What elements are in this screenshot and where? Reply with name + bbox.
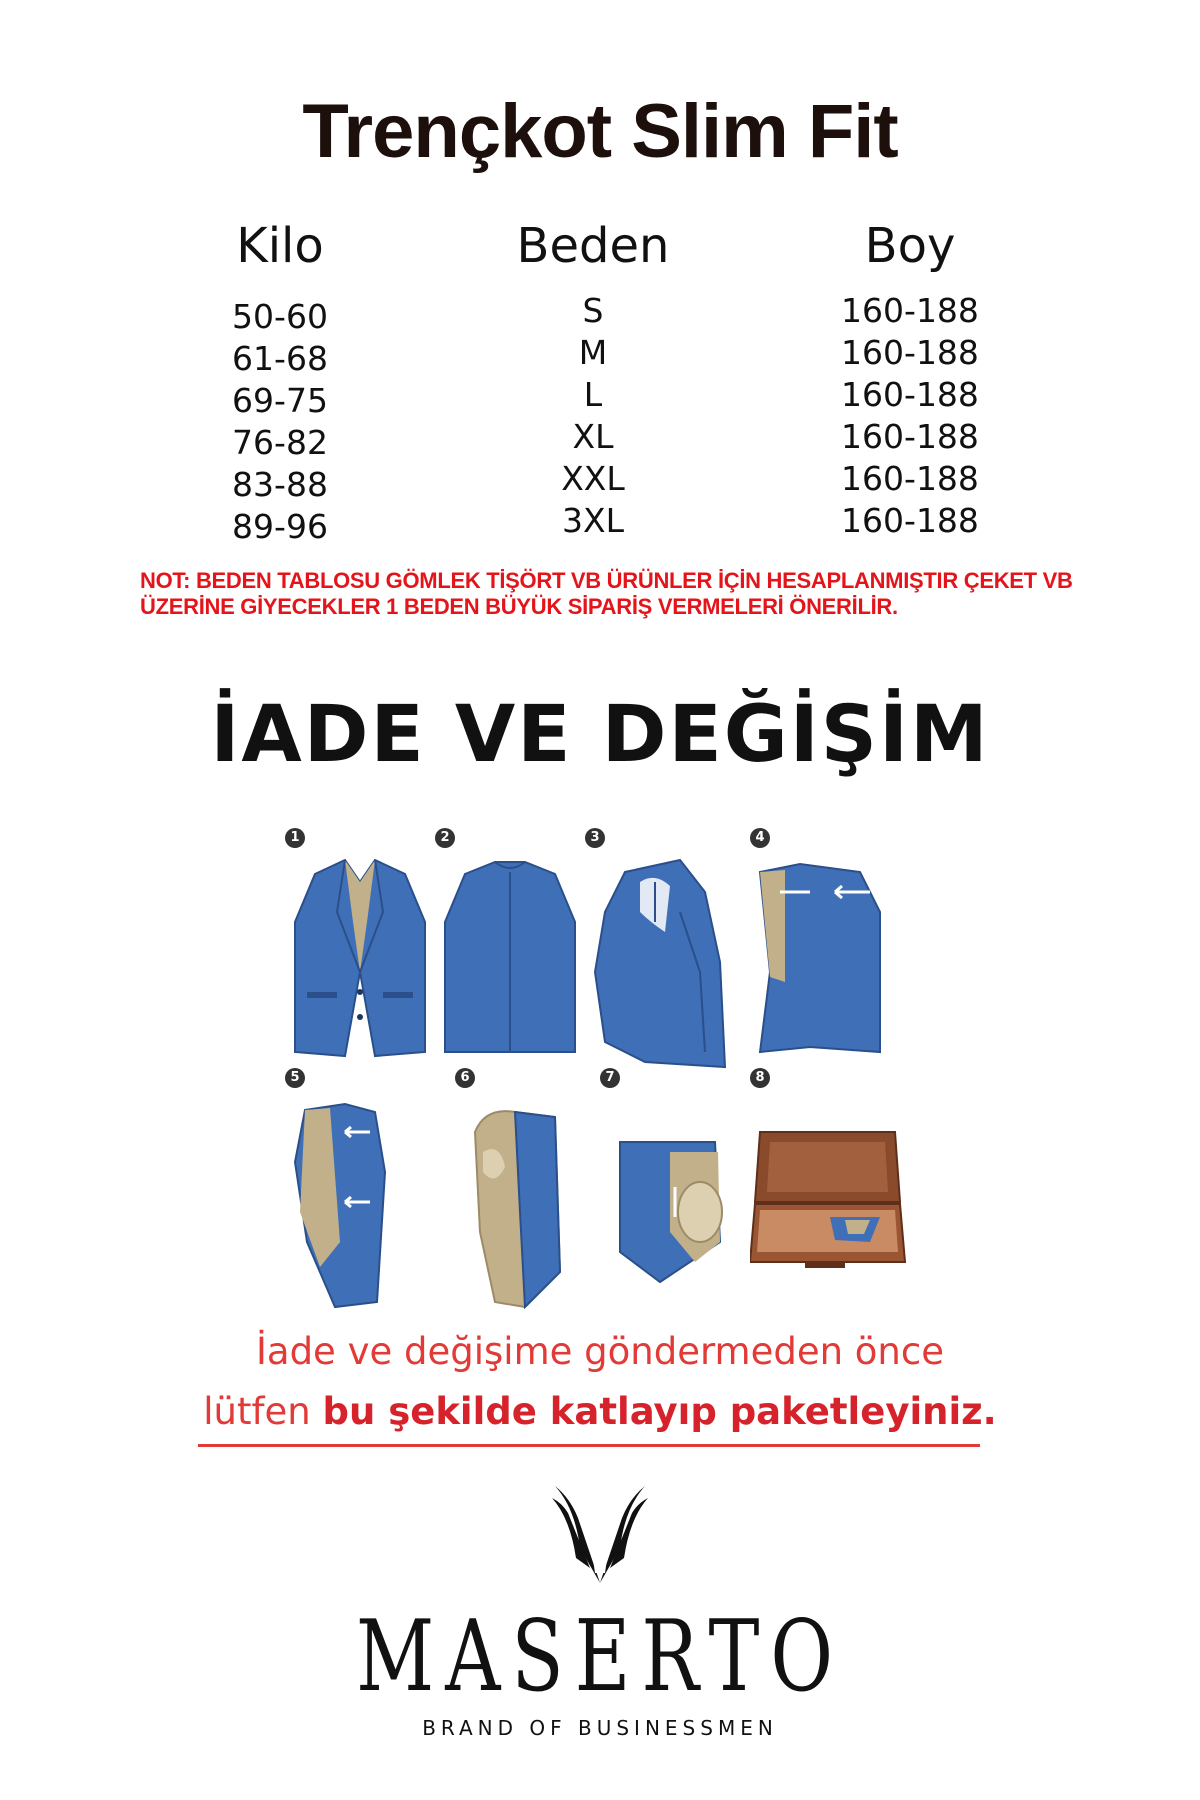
table-cell-boy: 160-188 xyxy=(841,375,979,414)
column-header-beden: Beden xyxy=(516,218,670,274)
table-cell-kilo: 61-68 xyxy=(232,339,328,378)
fold-step-8 xyxy=(750,1068,920,1298)
boy-column xyxy=(780,290,1040,542)
table-cell-kilo: 69-75 xyxy=(232,381,328,420)
jacket-fold-shoulder-icon xyxy=(585,852,735,1072)
table-cell-kilo: 89-96 xyxy=(232,507,328,546)
beden-column xyxy=(463,290,723,542)
step-number: 1 xyxy=(285,828,305,848)
fold-step-7 xyxy=(600,1068,770,1298)
wings-logo-icon xyxy=(540,1478,660,1588)
fold-step-1 xyxy=(285,828,455,1058)
fold-step-2 xyxy=(435,828,605,1058)
table-cell-beden: S xyxy=(582,291,604,330)
kilo-column xyxy=(150,296,410,548)
table-cell-beden: XXL xyxy=(561,459,625,498)
column-header-kilo: Kilo xyxy=(236,218,324,274)
table-cell-beden: M xyxy=(578,333,608,372)
brand-name: MASERTO xyxy=(356,1600,844,1714)
step-number: 8 xyxy=(750,1068,770,1088)
page-title: Trençkot Slim Fit xyxy=(302,89,898,174)
table-cell-boy: 160-188 xyxy=(841,291,979,330)
caption-underline xyxy=(198,1444,980,1447)
jacket-fold-inside-out-icon xyxy=(455,1092,605,1312)
jacket-fold-sleeve-icon xyxy=(750,852,900,1062)
table-cell-beden: 3XL xyxy=(562,501,624,540)
step-number: 5 xyxy=(285,1068,305,1088)
size-note: NOT: BEDEN TABLOSU GÖMLEK TİŞÖRT VB ÜRÜNLER İÇİN HESAPLANMIŞTIR ÇEKET VB ÜZERİNE GİYECEKLER 1 BEDEN BÜYÜK SİPARİŞ VERMELERİ ÖNERİLİR. xyxy=(140,568,1073,619)
table-cell-boy: 160-188 xyxy=(841,417,979,456)
jacket-rolled-icon xyxy=(600,1092,750,1292)
suitcase-icon xyxy=(750,1092,910,1292)
table-cell-boy: 160-188 xyxy=(841,459,979,498)
jacket-front-icon xyxy=(285,852,435,1062)
table-cell-boy: 160-188 xyxy=(841,501,979,540)
table-cell-kilo: 76-82 xyxy=(232,423,328,462)
jacket-fold-half-icon xyxy=(285,1092,435,1312)
fold-instruction-emphasis: bu şekilde katlayıp paketleyiniz. xyxy=(322,1390,997,1433)
step-number: 3 xyxy=(585,828,605,848)
fold-instruction-line-2 xyxy=(0,1390,1200,1433)
return-exchange-heading: İADE VE DEĞİŞİM xyxy=(210,690,990,780)
step-number: 6 xyxy=(455,1068,475,1088)
fold-step-4 xyxy=(750,828,920,1058)
table-cell-kilo: 50-60 xyxy=(232,297,328,336)
step-number: 7 xyxy=(600,1068,620,1088)
table-cell-beden: XL xyxy=(572,417,614,456)
step-number: 4 xyxy=(750,828,770,848)
table-cell-kilo: 83-88 xyxy=(232,465,328,504)
table-cell-beden: L xyxy=(583,375,603,414)
fold-step-5 xyxy=(285,1068,455,1298)
brand-tagline: BRAND OF BUSINESSMEN xyxy=(422,1716,778,1740)
fold-step-3 xyxy=(585,828,755,1058)
column-header-boy: Boy xyxy=(864,218,956,274)
jacket-back-icon xyxy=(435,852,585,1062)
fold-instruction-line-1: İade ve değişime göndermeden önce xyxy=(255,1330,944,1373)
fold-instruction-prefix: lütfen xyxy=(203,1390,311,1433)
step-number: 2 xyxy=(435,828,455,848)
table-cell-boy: 160-188 xyxy=(841,333,979,372)
